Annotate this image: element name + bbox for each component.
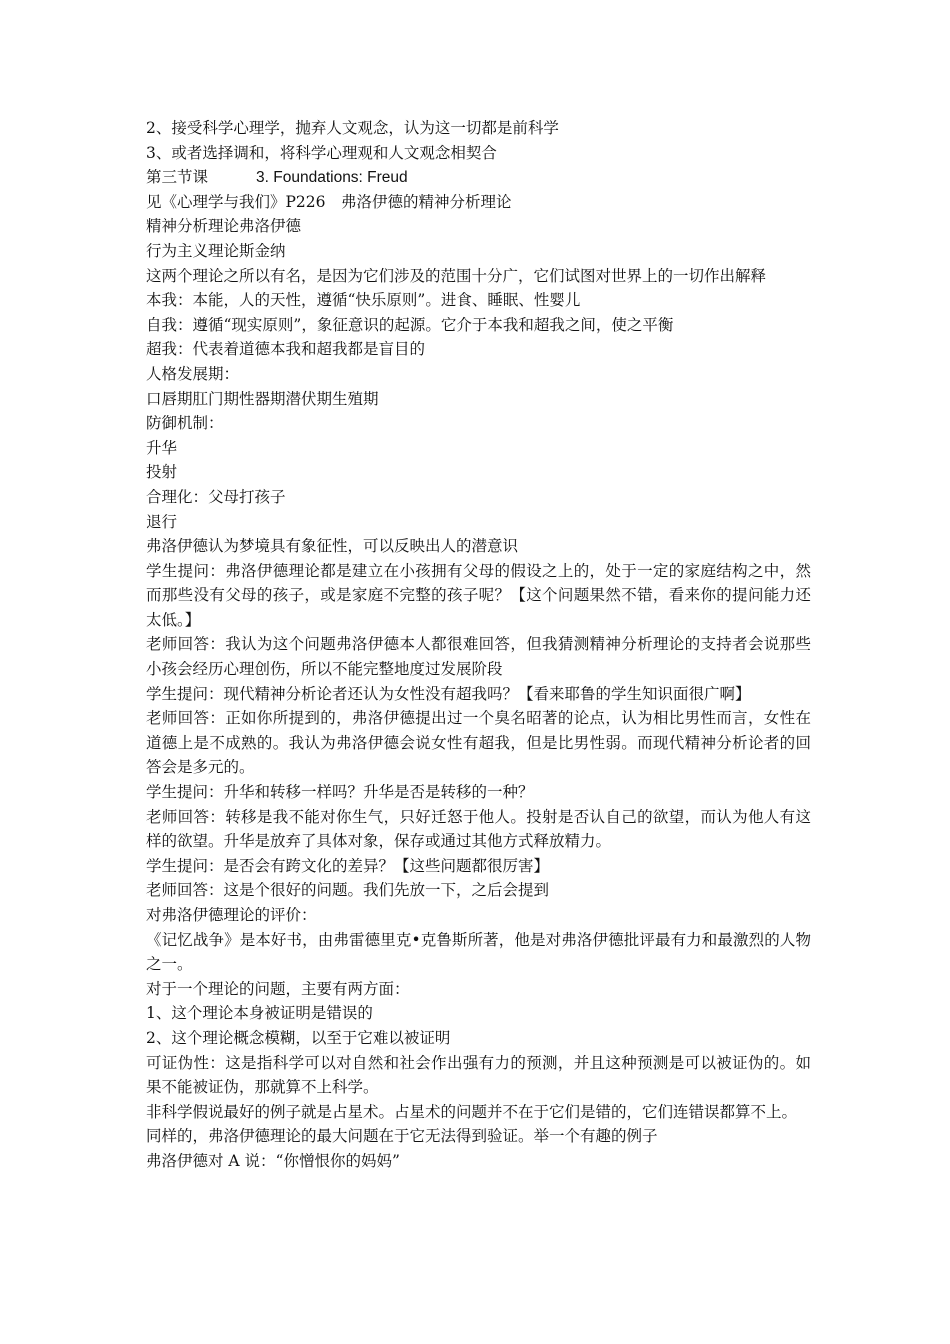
text-line: 人格发展期： [146,364,240,383]
student-question-line: 学生提问：升华和转移一样吗？升华是否是转移的一种？ [146,783,534,802]
text-line: 投射 [146,463,178,482]
lesson-label: 第三节课 [146,168,209,187]
text-paragraph: 非科学假说最好的例子就是占星术。占星术的问题并不在于它们是错的，它们连错误都算不上。 [146,1102,798,1121]
text-line: 3、或者选择调和，将科学心理观和人文观念相契合 [146,143,497,162]
text-line: 防御机制： [146,414,224,433]
student-question-line: 学生提问：是否会有跨文化的差异？【这些问题都很厉害】 [146,856,550,875]
section-heading [146,165,811,190]
teacher-answer-paragraph: 老师回答：我认为这个问题弗洛伊德本人都很难回答，但我猜测精神分析理论的支持者会说那些小孩会经历心理创伤，所以不能完整地度过发展阶段 [146,635,811,679]
text-line: 自我：遵循“现实原则”，象征意识的起源。它介于本我和超我之间，使之平衡 [146,315,674,334]
text-line: 见《心理学与我们》P226 弗洛伊德的精神分析理论 [146,192,512,211]
text-line: 弗洛伊德认为梦境具有象征性，可以反映出人的潜意识 [146,537,519,556]
text-line: 退行 [146,512,178,531]
teacher-answer-line: 老师回答：这是个很好的问题。我们先放一下，之后会提到 [146,881,550,900]
teacher-answer-paragraph: 老师回答：转移是我不能对你生气，只好迁怒于他人。投射是否认自己的欲望，而认为他人有这样的欲望。升华是放弃了具体对象，保存或通过其他方式释放精力。 [146,807,811,851]
lesson-title: 3. Foundations: Freud [256,169,408,187]
list-item: 2、这个理论概念模糊，以至于它难以被证明 [146,1028,451,1047]
teacher-answer-paragraph: 老师回答：正如你所提到的，弗洛伊德提出过一个臭名昭著的论点，认为相比男性而言，女性在道德上是不成熟的。我认为弗洛伊德会说女性有超我，但是比男性弱。而现代精神分析论者的回答会是多元的。 [146,709,811,777]
text-line: 这两个理论之所以有名，是因为它们涉及的范围十分广，它们试图对世界上的一切作出解释 [146,266,767,285]
student-question-paragraph: 学生提问：弗洛伊德理论都是建立在小孩拥有父母的假设之上的，处于一定的家庭结构之中，然而那些没有父母的孩子，或是家庭不完整的孩子呢？【这个问题果然不错，看来你的提问能力还太低。】 [146,561,811,629]
document-body [146,116,811,1174]
text-line: 本我：本能，人的天性，遵循“快乐原则”。进食、睡眠、性婴儿 [146,291,581,310]
text-line: 合理化：父母打孩子 [146,487,286,506]
text-line: 2、接受科学心理学，抛弃人文观念，认为这一切都是前科学 [146,119,559,137]
text-line: 升华 [146,438,178,457]
text-line: 对于一个理论的问题，主要有两方面： [146,979,410,998]
text-line: 精神分析理论弗洛伊德 [146,217,302,236]
text-paragraph: 《记忆战争》是本好书，由弗雷德里克•克鲁斯所著，他是对弗洛伊德批评最有力和最激烈的人物之一。 [146,930,811,974]
text-line: 行为主义理论斯金纳 [146,241,286,260]
list-item: 1、这个理论本身被证明是错误的 [146,1004,373,1023]
text-line: 口唇期肛门期性器期潜伏期生殖期 [146,389,379,408]
text-paragraph: 可证伪性：这是指科学可以对自然和社会作出强有力的预测，并且这种预测是可以被证伪的。如果不能被证伪，那就算不上科学。 [146,1053,811,1097]
text-line: 超我：代表着道德本我和超我都是盲目的 [146,340,426,359]
text-line: 弗洛伊德对 A 说：“你憎恨你的妈妈” [146,1151,400,1170]
text-line: 同样的，弗洛伊德理论的最大问题在于它无法得到验证。举一个有趣的例子 [146,1127,658,1146]
text-line: 对弗洛伊德理论的评价： [146,906,317,924]
student-question-line: 学生提问：现代精神分析论者还认为女性没有超我吗？【看来耶鲁的学生知识面很广啊】 [146,684,751,703]
